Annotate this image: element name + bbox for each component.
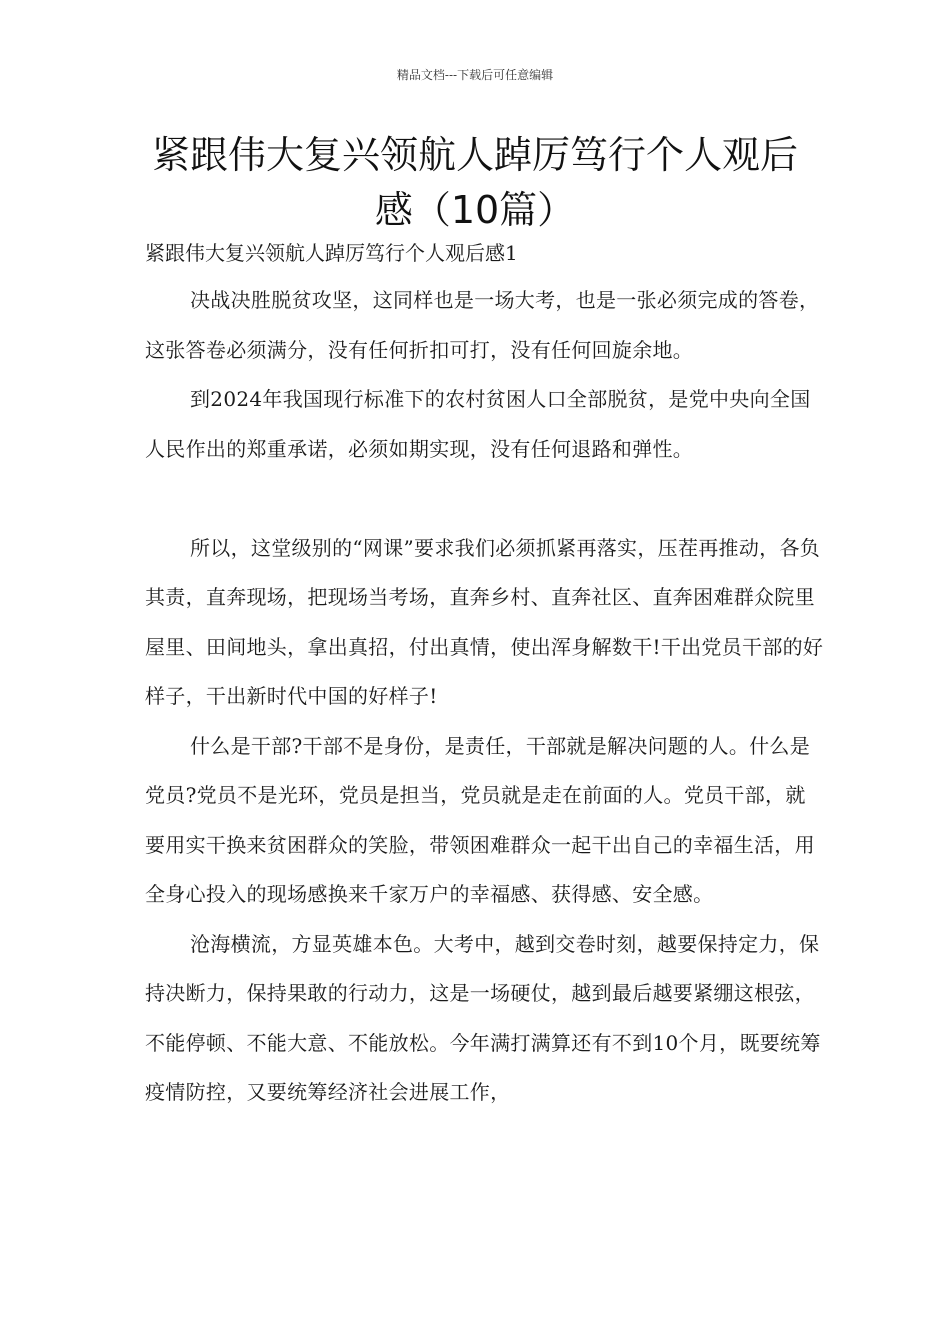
document-body [145, 276, 825, 1118]
paragraph-2: 到2024年我国现行标准下的农村贫困人口全部脱贫，是党中央向全国人民作出的郑重承诺，必须如期实现，没有任何退路和弹性。 [145, 387, 811, 461]
paragraph-5: 沧海横流，方显英雄本色。大考中，越到交卷时刻，越要保持定力，保持决断力，保持果敢的行动力，这是一场硬仗，越到最后越要紧绷这根弦，不能停顿、不能大意、不能放松。今年满打满算还有不到10个月，既要统筹疫情防控，又要统筹经济社会进展工作， [145, 931, 821, 1104]
paragraph-3: 所以，这堂级别的“网课”要求我们必须抓紧再落实，压茬再推动，各负其责，直奔现场，把现场当考场，直奔乡村、直奔社区、直奔困难群众院里屋里、田间地头，拿出真招，付出真情，使出浑身解数干!干出党员干部的好样子，干出新时代中国的好样子! [145, 535, 824, 708]
document-title: 紧跟伟大复兴领航人踔厉笃行个人观后感（10篇） [151, 133, 798, 232]
paragraph-4: 什么是干部?干部不是身份，是责任，干部就是解决问题的人。什么是党员?党员不是光环，党员是担当，党员就是走在前面的人。党员干部，就要用实干换来贫困群众的笑脸，带领困难群众一起干出自己的幸福生活，用全身心投入的现场感换来千家万户的幸福感、获得感、安全感。 [145, 733, 815, 906]
paragraph-spacer [145, 474, 825, 524]
paragraph-1: 决战决胜脱贫攻坚，这同样也是一场大考，也是一张必须完成的答卷，这张答卷必须满分，没有任何折扣可打，没有任何回旋余地。 [145, 288, 820, 362]
section-heading: 紧跟伟大复兴领航人踔厉笃行个人观后感1 [145, 241, 518, 265]
document-header-note: 精品文档---下载后可任意编辑 [396, 68, 554, 82]
